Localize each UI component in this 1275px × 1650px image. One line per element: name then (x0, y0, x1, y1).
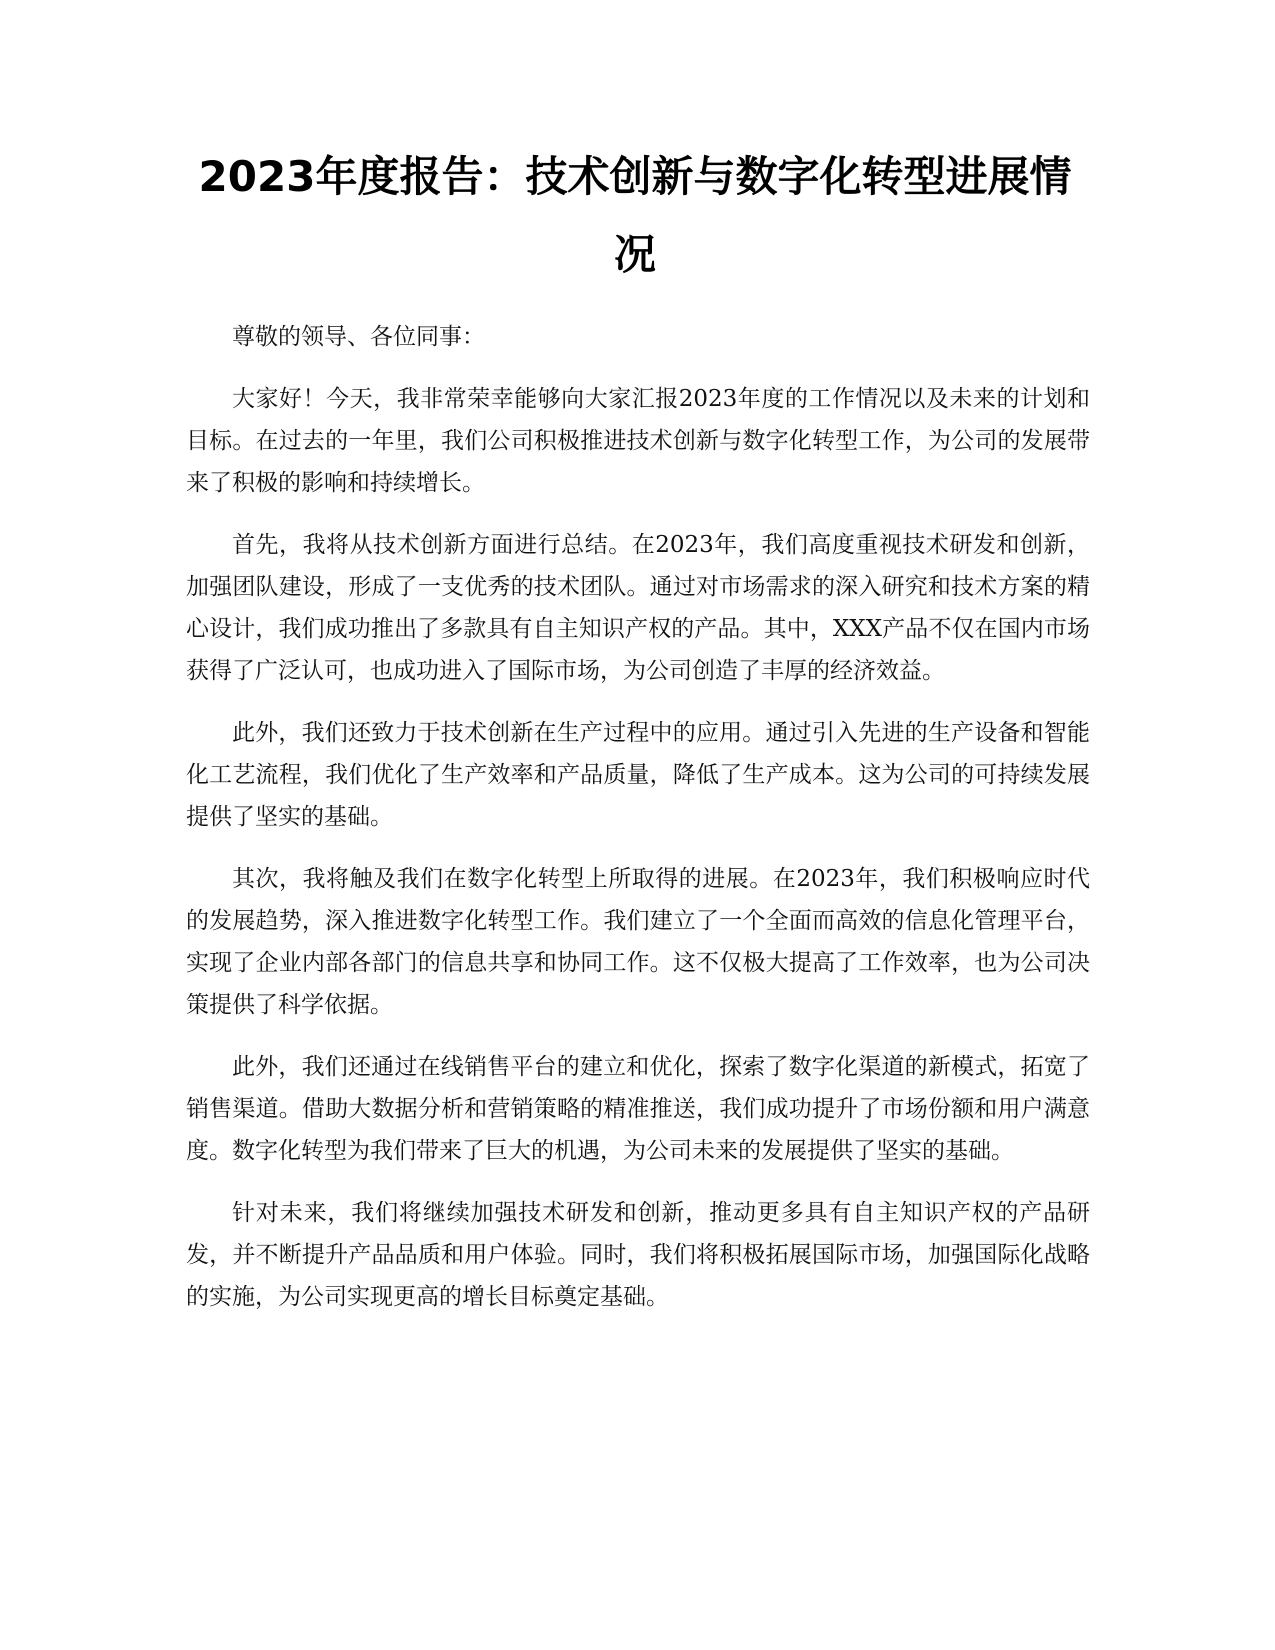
paragraph-tech-innovation: 首先，我将从技术创新方面进行总结。在2023年，我们高度重视技术研发和创新，加强团队建设，形成了一支优秀的技术团队。通过对市场需求的深入研究和技术方案的精心设计，我们成功推出了多款具有自主知识产权的产品。其中，XXX产品不仅在国内市场获得了广泛认可，也成功进入了国际市场，为公司创造了丰厚的经济效益。 (186, 532, 1090, 684)
paragraph-greeting: 大家好！今天，我非常荣幸能够向大家汇报2023年度的工作情况以及未来的计划和目标。在过去的一年里，我们公司积极推进技术创新与数字化转型工作，为公司的发展带来了积极的影响和持续增长。 (186, 386, 1090, 496)
document-body (186, 316, 1090, 1338)
document-title: 2023年度报告：技术创新与数字化转型进展情况 (198, 152, 1072, 279)
paragraph-online-sales: 此外，我们还通过在线销售平台的建立和优化，探索了数字化渠道的新模式，拓宽了销售渠道。借助大数据分析和营销策略的精准推送，我们成功提升了市场份额和用户满意度。数字化转型为我们带来了巨大的机遇，为公司未来的发展提供了坚实的基础。 (186, 1054, 1090, 1164)
paragraph-digital-transformation: 其次，我将触及我们在数字化转型上所取得的进展。在2023年，我们积极响应时代的发展趋势，深入推进数字化转型工作。我们建立了一个全面而高效的信息化管理平台，实现了企业内部各部门的信息共享和协同工作。这不仅极大提高了工作效率，也为公司决策提供了科学依据。 (186, 866, 1090, 1018)
paragraph-salutation: 尊敬的领导、各位同事： (232, 324, 485, 350)
paragraph-future: 针对未来，我们将继续加强技术研发和创新，推动更多具有自主知识产权的产品研发，并不断提升产品品质和用户体验。同时，我们将积极拓展国际市场，加强国际化战略的实施，为公司实现更高的增长目标奠定基础。 (186, 1200, 1090, 1310)
paragraph-production: 此外，我们还致力于技术创新在生产过程中的应用。通过引入先进的生产设备和智能化工艺流程，我们优化了生产效率和产品质量，降低了生产成本。这为公司的可持续发展提供了坚实的基础。 (186, 720, 1090, 830)
